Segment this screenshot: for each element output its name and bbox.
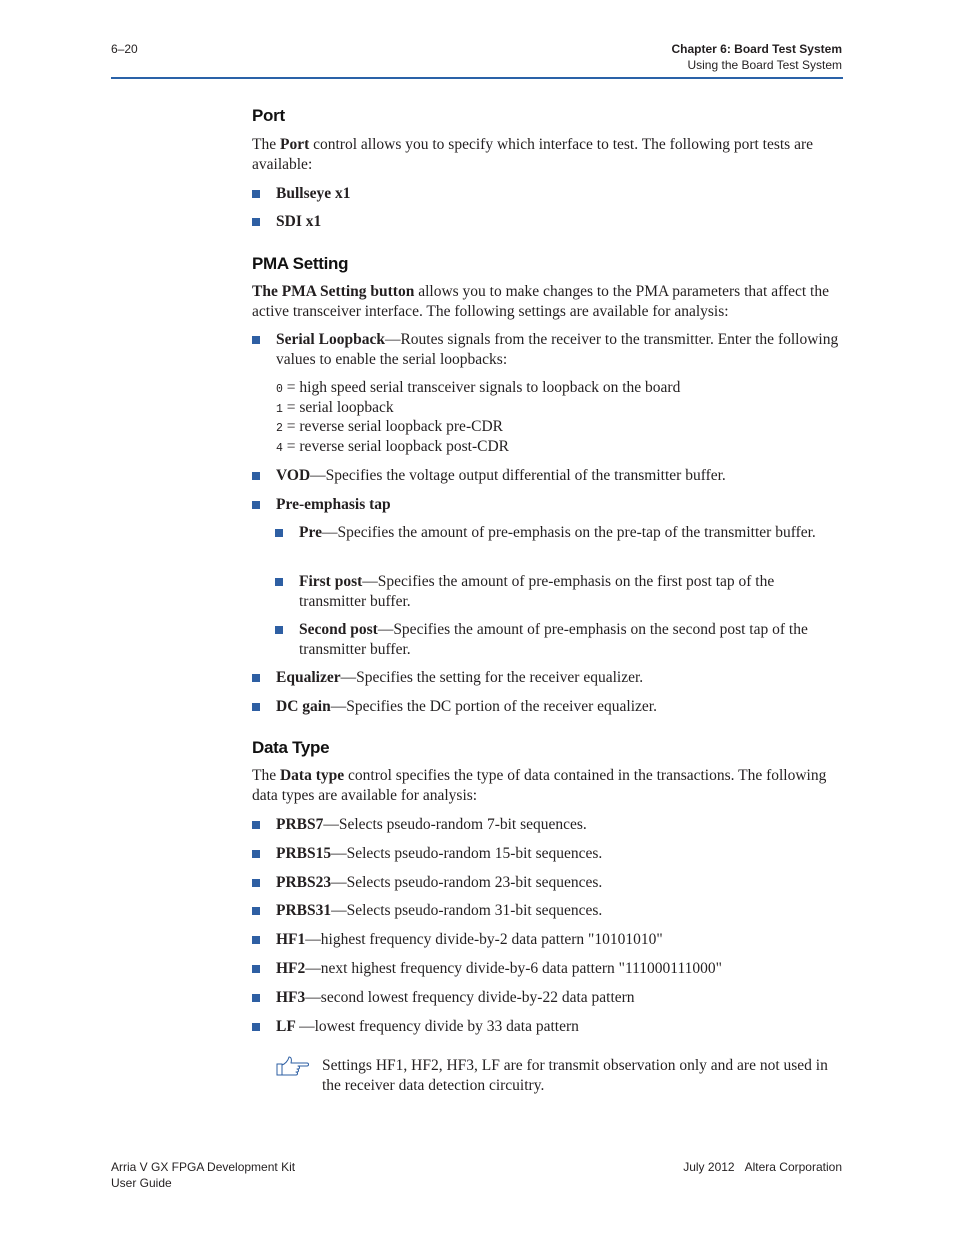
bullet-icon <box>275 578 283 586</box>
bullet-icon <box>252 821 260 829</box>
header-rule <box>111 77 843 79</box>
section-title: Using the Board Test System <box>687 58 842 72</box>
bullet-icon <box>252 703 260 711</box>
chapter-title: Chapter 6: Board Test System <box>671 42 842 56</box>
page-number: 6–20 <box>111 42 138 56</box>
bullet-icon <box>252 850 260 858</box>
loopback-value: 0 = high speed serial transceiver signals to loopback on the board <box>276 379 681 396</box>
bullet-icon <box>252 1023 260 1031</box>
footer-date-company: July 2012 Altera Corporation <box>683 1160 842 1174</box>
pointing-hand-icon <box>276 1056 310 1076</box>
footer-doc-title: Arria V GX FPGA Development Kit <box>111 1160 296 1174</box>
pma-heading: PMA Setting <box>252 254 349 273</box>
port-heading: Port <box>252 106 285 125</box>
bullet-icon <box>252 994 260 1002</box>
port-intro: The Port control allows you to specify which interface to test. The following port tests are available: <box>252 136 814 173</box>
datatype-intro: The Data type control specifies the type of data contained in the transactions. The following data types are available for analysis: <box>252 767 827 804</box>
bullet-icon <box>275 529 283 537</box>
pma-intro: The PMA Setting button allows you to make changes to the PMA parameters that affect the active transceiver interface. The following settings are available for analysis: <box>252 283 829 320</box>
bullet-icon <box>252 879 260 887</box>
bullet-icon <box>252 190 260 198</box>
bullet-icon <box>252 472 260 480</box>
footer-doc-subtitle: User Guide <box>111 1176 172 1190</box>
bullet-icon <box>252 501 260 509</box>
bullet-icon <box>252 907 260 915</box>
datatype-heading: Data Type <box>252 738 330 757</box>
bullet-icon <box>252 965 260 973</box>
loopback-value: 4 = reverse serial loopback post-CDR <box>276 438 510 455</box>
note-text: Settings HF1, HF2, HF3, LF are for transmit observation only and are not used in the receiver data detection circuitry. <box>322 1057 828 1094</box>
bullet-icon <box>252 674 260 682</box>
loopback-value: 1 = serial loopback <box>276 399 394 416</box>
bullet-icon <box>252 936 260 944</box>
bullet-icon <box>275 626 283 634</box>
bullet-icon <box>252 218 260 226</box>
loopback-value: 2 = reverse serial loopback pre-CDR <box>276 418 503 435</box>
bullet-icon <box>252 336 260 344</box>
